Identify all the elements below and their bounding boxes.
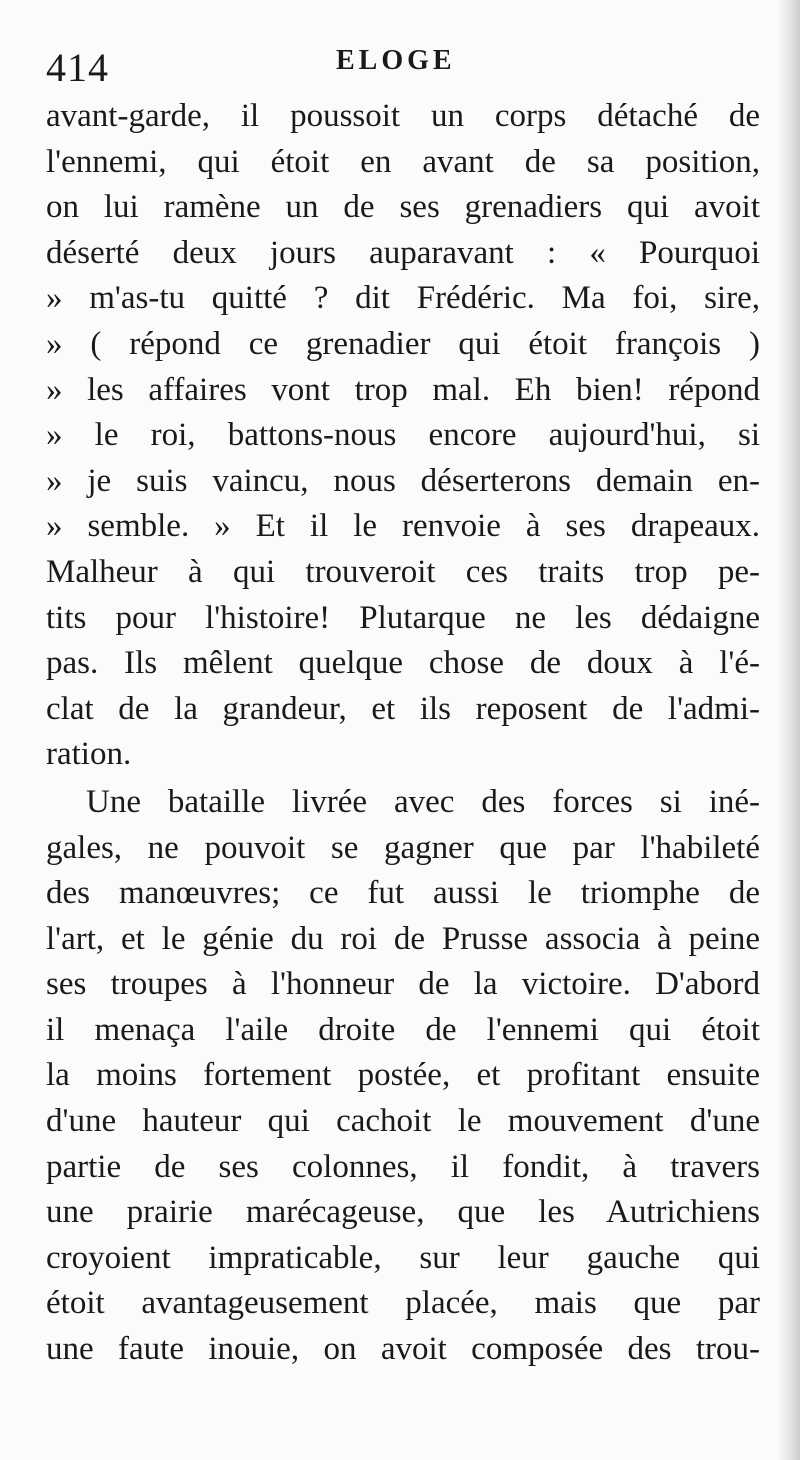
text-line: il menaça l'aile droite de l'ennemi qui étoit [46,1011,760,1048]
text-line: déserté deux jours auparavant : « Pourquoi [46,234,760,271]
text-line: l'art, et le génie du roi de Prusse associa à peine [46,920,760,957]
text-line: avant-garde, il poussoit un corps détaché de [46,98,760,134]
paragraph-1 [46,94,760,778]
page-edge-shadow [778,0,800,1460]
text-line: une prairie marécageuse, que les Autrichiens [46,1194,760,1231]
text-line: clat de la grandeur, et ils reposent de l'admi- [46,690,760,727]
text-line: » les affaires vont trop mal. Eh bien! répond [46,371,760,408]
text-line: » ( répond ce grenadier qui étoit françois ) [46,325,760,362]
text-line: » je suis vaincu, nous déserterons demain en- [46,462,760,499]
text-line: ration. [46,736,132,773]
text-line: étoit avantageusement placée, mais que par [46,1285,760,1322]
running-head: ELOGE [336,45,456,76]
paragraph-2 [46,780,760,1373]
text-line: pas. Ils mêlent quelque chose de doux à l'é- [46,645,760,682]
text-line: l'ennemi, qui étoit en avant de sa position, [46,143,760,180]
text-line: ses troupes à l'honneur de la victoire. D'abord [46,966,760,1003]
page-number: 414 [46,45,109,90]
text-line: d'une hauteur qui cachoit le mouvement d'une [46,1103,760,1140]
text-line: gales, ne pouvoit se gagner que par l'habileté [46,829,760,866]
text-line: la moins fortement postée, et profitant ensuite [46,1057,760,1094]
text-line: une faute inouie, on avoit composée des trou- [46,1331,760,1368]
page-header [46,40,766,90]
text-line: on lui ramène un de ses grenadiers qui avoit [46,189,760,226]
body-text [46,94,760,1373]
text-line: » m'as-tu quitté ? dit Frédéric. Ma foi, sire, [46,280,760,317]
text-line: des manœuvres; ce fut aussi le triomphe de [46,875,760,912]
text-line: croyoient impraticable, sur leur gauche qui [46,1239,760,1276]
text-line: » le roi, battons-nous encore aujourd'hui, si [46,417,760,454]
text-line: partie de ses colonnes, il fondit, à travers [46,1148,760,1185]
text-line: » semble. » Et il le renvoie à ses drapeaux. [46,508,760,545]
text-line: Une bataille livrée avec des forces si iné- [86,783,760,820]
text-line: tits pour l'histoire! Plutarque ne les dédaigne [46,599,760,636]
text-line: Malheur à qui trouveroit ces traits trop pe- [46,553,760,590]
